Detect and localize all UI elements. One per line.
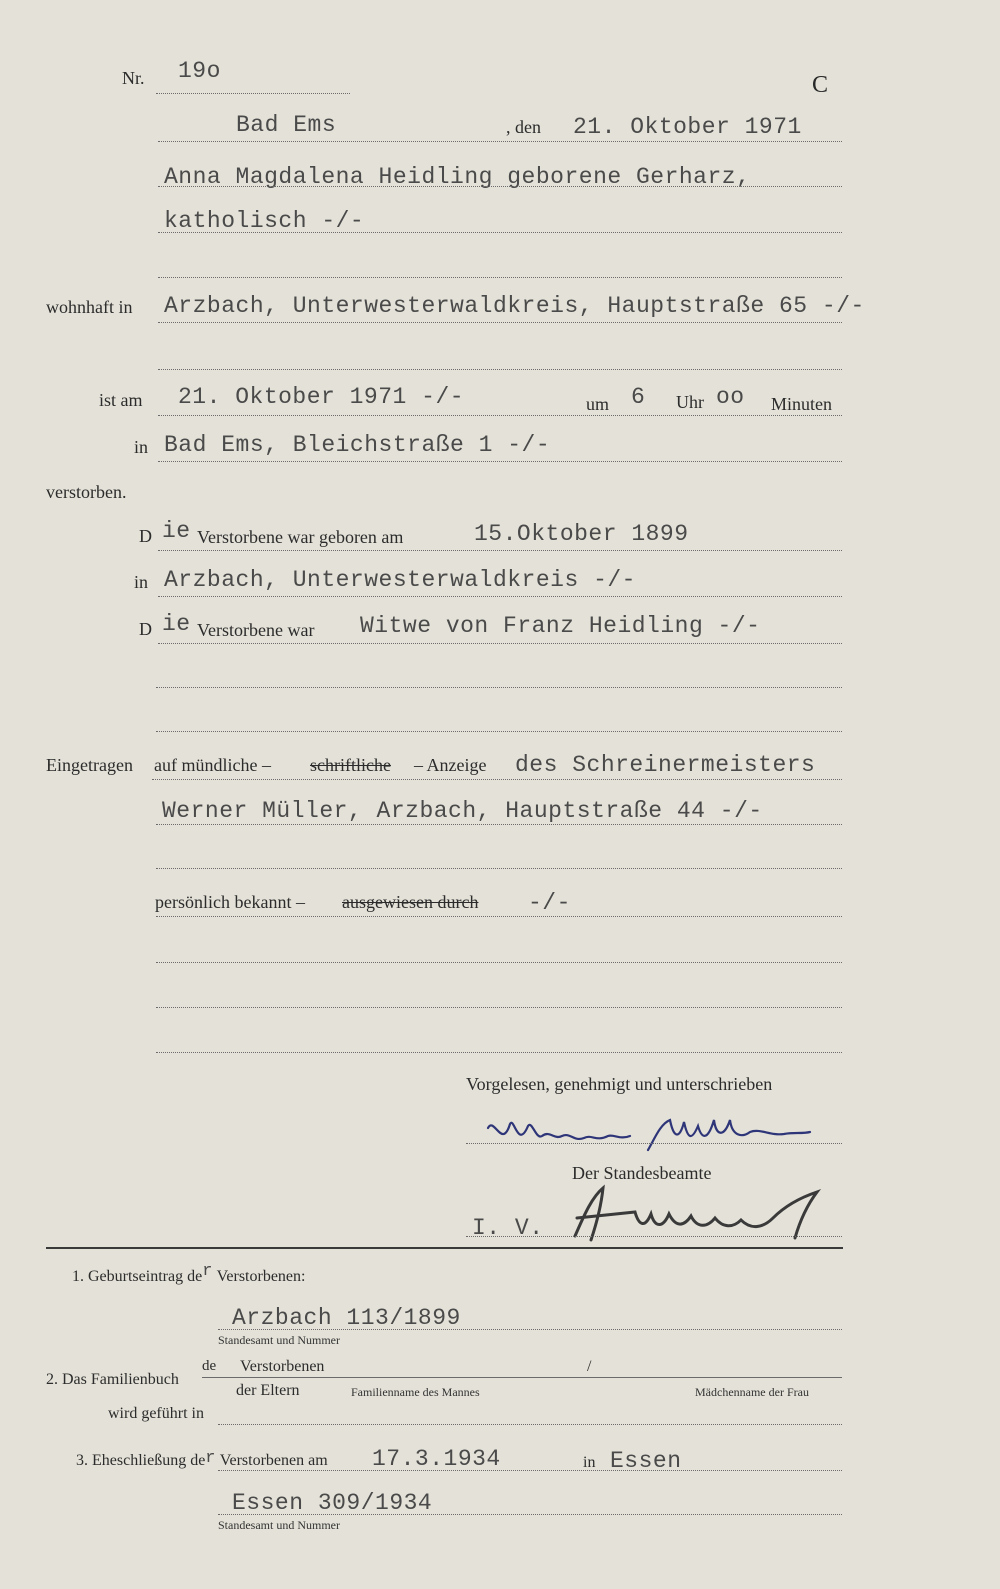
nr-value: 19o: [178, 58, 221, 84]
eingetragen-line: [152, 779, 842, 780]
blank-line-6: [156, 962, 842, 963]
name-line: [158, 186, 842, 187]
f3-date-line: [218, 1470, 842, 1471]
informant-title: des Schreinermeisters: [515, 752, 816, 778]
f3-in: in: [583, 1454, 596, 1471]
death-place-line: [158, 461, 842, 462]
f2-verstorbenen: Verstorbenen: [240, 1358, 325, 1375]
informant-signature-line: [466, 1143, 842, 1144]
f1-label: 1. Geburtseintrag der Verstorbenen:: [72, 1262, 306, 1285]
f3-caption: Standesamt und Nummer: [218, 1518, 340, 1532]
f1-caption: Standesamt und Nummer: [218, 1333, 340, 1347]
register-date: 21. Oktober 1971: [573, 114, 802, 140]
birth-place-line: [158, 596, 842, 597]
eingetragen-label: Eingetragen: [46, 755, 133, 775]
blank-line-1: [158, 277, 842, 278]
deceased-name: Anna Magdalena Heidling geborene Gerharz,: [164, 164, 751, 190]
blank-line-4: [156, 731, 842, 732]
informant-name: Werner Müller, Arzbach, Hauptstraße 44 -/-: [162, 798, 763, 824]
anzeige-label: – Anzeige: [414, 755, 487, 775]
informant-signature: [484, 1110, 814, 1160]
address-line: [158, 322, 842, 323]
f2-gefuehrt: wird geführt in: [108, 1405, 204, 1422]
death-minute: oo: [716, 384, 745, 410]
born-prefix: D: [139, 526, 152, 546]
religion-line: [158, 232, 842, 233]
f3-date: 17.3.1934: [372, 1446, 501, 1472]
f2-de: de: [202, 1358, 217, 1374]
verstorben-label: verstorben.: [46, 482, 127, 502]
f2-divider: [202, 1377, 842, 1378]
status-label: Verstorbene war: [197, 620, 315, 640]
born-ie: ie: [162, 518, 191, 544]
registrar-signature: [555, 1178, 845, 1248]
blank-line-7: [156, 1007, 842, 1008]
um-label: um: [586, 394, 610, 414]
f3-line: [218, 1514, 842, 1515]
residence-address: Arzbach, Unterwesterwaldkreis, Hauptstraße 65 -/-: [164, 293, 865, 319]
blank-line-3: [156, 687, 842, 688]
f2-familienname: Familienname des Mannes: [351, 1385, 480, 1399]
standesbeamte-label: Der Standesbeamte: [572, 1163, 712, 1183]
register-letter: C: [812, 72, 829, 98]
f2-maedchen: Mädchenname der Frau: [695, 1385, 809, 1399]
in-label: in: [134, 437, 149, 457]
iv-label: I. V.: [472, 1215, 544, 1241]
marital-status: Witwe von Franz Heidling -/-: [360, 613, 761, 639]
blank-line-2: [158, 369, 842, 370]
birth-place: Arzbach, Unterwesterwaldkreis -/-: [164, 567, 636, 593]
ausgewiesen-struck: ausgewiesen durch: [342, 892, 479, 912]
religion-value: katholisch -/-: [164, 208, 365, 234]
death-date: 21. Oktober 1971 -/-: [178, 384, 465, 410]
uhr-label: Uhr: [676, 392, 704, 412]
f3-label: 3. Eheschließung der Verstorbenen am: [76, 1449, 328, 1469]
birth-in-label: in: [134, 572, 149, 592]
blank-line-5: [156, 868, 842, 869]
status-line: [158, 643, 842, 644]
death-hour: 6: [631, 384, 646, 410]
informant-line: [156, 824, 842, 825]
place-date-line: [158, 141, 842, 142]
f1-value: Arzbach 113/1899: [232, 1305, 461, 1331]
den-label: , den: [506, 117, 541, 137]
blank-line-8: [156, 1052, 842, 1053]
birth-date-line: [158, 550, 842, 551]
born-label: Verstorbene war geboren am: [197, 527, 404, 547]
wohnhaft-label: wohnhaft in: [46, 297, 133, 317]
f2-line: [218, 1424, 842, 1425]
f1-line: [218, 1329, 842, 1330]
status-ie: ie: [162, 611, 191, 637]
section-divider: [46, 1247, 843, 1249]
death-time-line: [158, 415, 842, 416]
place-value: Bad Ems: [236, 112, 337, 138]
minuten-label: Minuten: [771, 394, 832, 414]
status-prefix: D: [139, 619, 152, 639]
f2-label: 2. Das Familienbuch: [46, 1371, 179, 1388]
death-place: Bad Ems, Bleichstraße 1 -/-: [164, 432, 551, 458]
nr-line: [156, 93, 350, 94]
bekannt-label: persönlich bekannt –: [155, 892, 305, 912]
birth-date: 15.Oktober 1899: [474, 521, 689, 547]
istam-label: ist am: [99, 390, 143, 410]
bekannt-value: -/-: [528, 890, 571, 916]
registrar-signature-line: [466, 1236, 842, 1237]
vorgelesen-text: Vorgelesen, genehmigt und unterschrieben: [466, 1074, 773, 1094]
f3-value: Essen 309/1934: [232, 1490, 433, 1516]
f2-eltern: der Eltern: [236, 1382, 300, 1399]
bekannt-line: [156, 916, 842, 917]
auf-label: auf mündliche –: [154, 755, 271, 775]
f3-place: Essen: [610, 1448, 682, 1474]
schriftliche-struck: schriftliche: [310, 755, 391, 775]
nr-label: Nr.: [122, 68, 145, 88]
f2-slash: /: [587, 1358, 592, 1375]
